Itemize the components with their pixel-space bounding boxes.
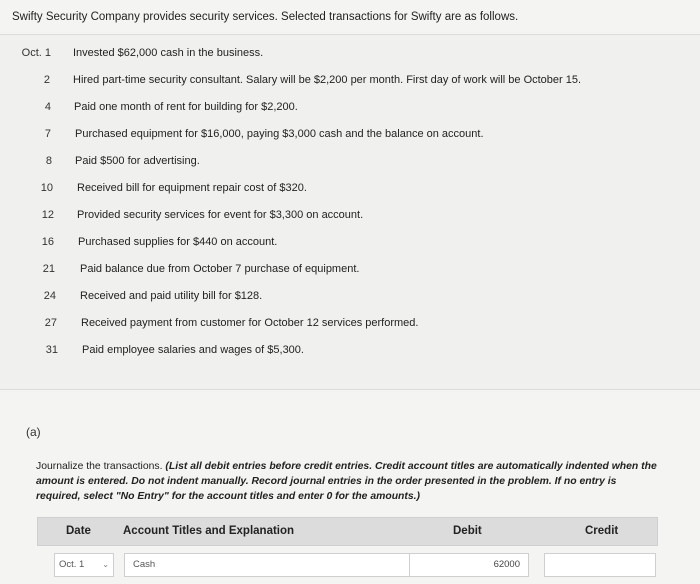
instructions	[36, 459, 658, 504]
date-select-value: Oct. 1	[59, 559, 85, 570]
transaction-row	[0, 341, 700, 359]
transaction-row	[0, 98, 700, 116]
transaction-description: Received and paid utility bill for $128.	[80, 290, 263, 302]
transaction-date: 8	[45, 155, 52, 167]
transactions-list	[0, 34, 700, 390]
transaction-row	[0, 71, 700, 89]
transaction-date: 24	[43, 290, 56, 302]
transaction-description: Provided security services for event for $3,300 on account.	[77, 209, 364, 221]
transaction-date: 2	[43, 74, 50, 86]
header-account-titles: Account Titles and Explanation	[123, 525, 295, 537]
transaction-row	[0, 44, 700, 62]
journal-entry-row	[37, 550, 656, 580]
account-title-value: Cash	[133, 559, 156, 570]
transaction-date: 4	[44, 101, 51, 113]
transaction-description: Received payment from customer for October 12 services performed.	[81, 317, 419, 329]
transaction-description: Purchased equipment for $16,000, paying $3,000 cash and the balance on account.	[75, 128, 484, 140]
transaction-date: 10	[40, 182, 53, 194]
transaction-date: 16	[41, 236, 54, 248]
transaction-description: Paid $500 for advertising.	[75, 155, 200, 167]
transaction-description: Received bill for equipment repair cost of $320.	[77, 182, 307, 194]
transaction-description: Invested $62,000 cash in the business.	[73, 47, 264, 59]
header-date: Date	[66, 525, 91, 537]
transaction-row	[0, 206, 700, 224]
transaction-row	[0, 125, 700, 143]
instructions-emphasis: (List all debit entries before credit entries. Credit account titles are automatically indented when the amount is entered. Do not indent manually. Record journal entries in the order presented in the problem. If no entry is required, select "No Entry" for the account titles and enter 0 for the amounts.)	[36, 461, 657, 502]
transaction-description: Paid employee salaries and wages of $5,300.	[82, 344, 304, 356]
transaction-date: 27	[44, 317, 57, 329]
header-credit: Credit	[585, 525, 619, 537]
transaction-date: 7	[44, 128, 51, 140]
credit-amount-input[interactable]	[544, 553, 656, 577]
part-label: (a)	[26, 425, 41, 439]
transaction-row	[0, 179, 700, 197]
account-title-input[interactable]	[124, 553, 428, 577]
transaction-row	[0, 233, 700, 251]
transaction-row	[0, 287, 700, 305]
transaction-row	[0, 314, 700, 332]
debit-amount-input[interactable]	[409, 553, 529, 577]
transaction-description: Paid balance due from October 7 purchase of equipment.	[80, 263, 360, 275]
date-select[interactable]	[54, 553, 114, 577]
transaction-date: 21	[42, 263, 55, 275]
transaction-row	[0, 152, 700, 170]
transaction-date: 31	[45, 344, 58, 356]
debit-amount-value: 62000	[493, 559, 520, 570]
transaction-date: 12	[41, 209, 54, 221]
transaction-date: Oct. 1	[21, 47, 51, 59]
journal-table-header	[37, 517, 658, 546]
transaction-description: Hired part-time security consultant. Salary will be $2,200 per month. First day of work will be October 15.	[73, 74, 582, 86]
instructions-lead: Journalize the transactions.	[36, 461, 166, 472]
transaction-description: Purchased supplies for $440 on account.	[78, 236, 278, 248]
header-debit: Debit	[453, 525, 482, 537]
problem-intro: Swifty Security Company provides security services. Selected transactions for Swifty are as follows.	[12, 11, 519, 23]
transaction-description: Paid one month of rent for building for $2,200.	[74, 101, 298, 113]
chevron-down-icon: ⌄	[102, 560, 109, 569]
transaction-row	[0, 260, 700, 278]
